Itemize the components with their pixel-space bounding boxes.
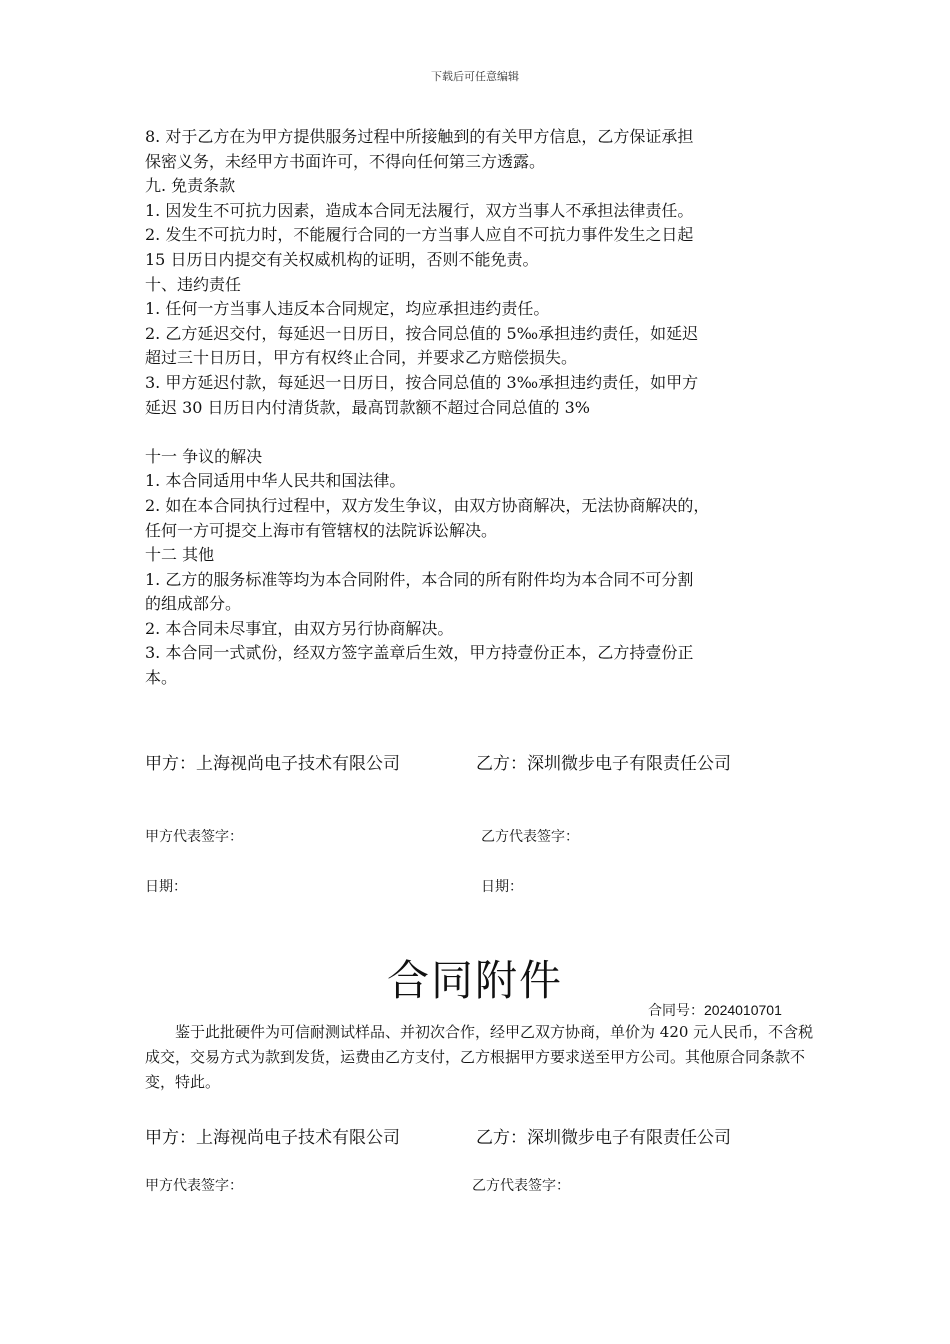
page-header-note: 下载后可任意编辑: [431, 70, 519, 83]
party-a-rep-signature: 甲方代表签字：: [145, 829, 243, 845]
annex-paragraph: 鉴于此批硬件为可信耐测试样品、并初次合作，经甲乙双方协商，单价为 420 元人民币，不含税成交，交易方式为款到发货，运费由乙方支付，乙方根据甲方要求送至甲方公司。其他原合同条款不变，特此。: [145, 1023, 814, 1091]
section-10-item-1: 1. 任何一方当事人违反本合同规定，均应承担违约责任。: [145, 299, 550, 319]
section-10-item-3-line-1: 3. 甲方延迟付款，每延迟一日历日，按合同总值的 3‰承担违约责任，如甲方: [145, 372, 699, 392]
section-10-item-3-line-2: 延迟 30 日历日内付清货款，最高罚款额不超过合同总值的 3%: [145, 397, 591, 417]
section-9-item-1: 1. 因发生不可抗力因素，造成本合同无法履行，双方当事人不承担法律责任。: [145, 200, 694, 220]
contract-clauses: [145, 125, 825, 691]
annex-party-a-name: 甲方：上海视尚电子技术有限公司: [145, 1128, 400, 1148]
section-10-title: 十、违约责任: [145, 274, 242, 294]
section-12-item-3-line-2: 本。: [145, 668, 178, 688]
clause-8-line-2: 保密义务，未经甲方书面许可，不得向任何第三方透露。: [145, 151, 546, 171]
section-12-item-1-line-1: 1. 乙方的服务标准等均为本合同附件，本合同的所有附件均为本合同不可分割: [145, 569, 694, 589]
section-10-item-2-line-2: 超过三十日历日，甲方有权终止合同，并要求乙方赔偿损失。: [145, 348, 578, 368]
party-a-date: 日期：: [145, 879, 187, 895]
party-b-date: 日期：: [481, 879, 523, 895]
section-12-item-3-line-1: 3. 本合同一式贰份，经双方签字盖章后生效，甲方持壹份正本，乙方持壹份正: [145, 643, 694, 663]
section-12-title: 十二 其他: [145, 545, 215, 565]
party-b-rep-signature: 乙方代表签字：: [481, 829, 579, 845]
section-10-item-2-line-1: 2. 乙方延迟交付，每延迟一日历日，按合同总值的 5‰承担违约责任，如延迟: [145, 323, 699, 343]
annex-party-a-rep-signature: 甲方代表签字：: [145, 1178, 243, 1194]
section-11-item-2-line-1: 2. 如在本合同执行过程中，双方发生争议，由双方协商解决，无法协商解决的，: [145, 495, 710, 515]
party-b-name: 乙方：深圳微步电子有限责任公司: [476, 754, 731, 774]
party-a-name: 甲方：上海视尚电子技术有限公司: [145, 754, 400, 774]
annex-contract-number: 合同号：2024010701: [648, 1002, 782, 1018]
section-12-item-1-line-2: 的组成部分。: [145, 594, 242, 614]
annex-title: 合同附件: [386, 956, 563, 1005]
section-11-item-2-line-2: 任何一方可提交上海市有管辖权的法院诉讼解决。: [145, 520, 498, 540]
section-9-item-2-line-2: 15 日历日内提交有关权威机构的证明，否则不能免责。: [145, 249, 539, 269]
section-12-item-2: 2. 本合同未尽事宜，由双方另行协商解决。: [145, 618, 454, 638]
section-11-title: 十一 争议的解决: [145, 446, 263, 466]
annex-party-b-rep-signature: 乙方代表签字：: [472, 1178, 570, 1194]
section-9-item-2-line-1: 2. 发生不可抗力时，不能履行合同的一方当事人应自不可抗力事件发生之日起: [145, 225, 694, 245]
annex-party-b-name: 乙方：深圳微步电子有限责任公司: [476, 1128, 731, 1148]
section-11-item-1: 1. 本合同适用中华人民共和国法律。: [145, 471, 406, 491]
clause-8-line-1: 8. 对于乙方在为甲方提供服务过程中所接触到的有关甲方信息，乙方保证承担: [145, 127, 694, 146]
section-9-title: 九. 免责条款: [145, 176, 236, 196]
